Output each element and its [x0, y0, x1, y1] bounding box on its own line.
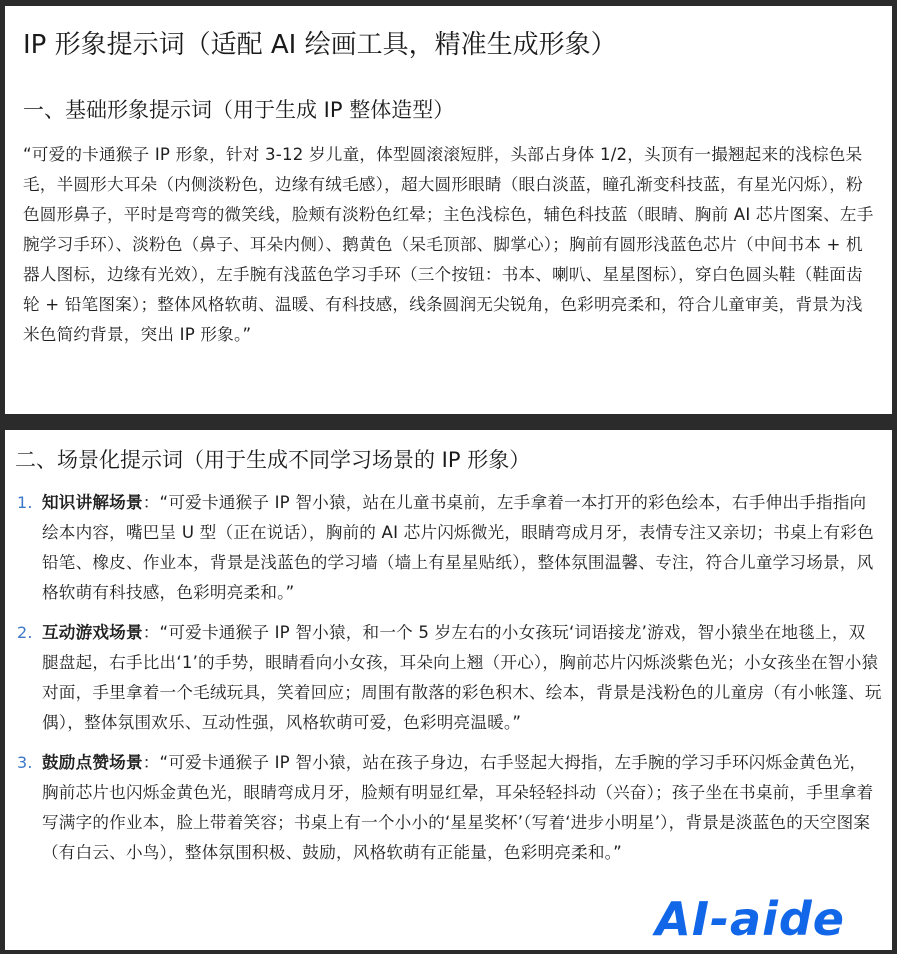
section2-heading: 二、场景化提示词（用于生成不同学习场景的 IP 形象）	[15, 448, 531, 472]
section1-heading: 一、基础形象提示词（用于生成 IP 整体造型）	[23, 98, 455, 122]
list-number: 3.	[17, 753, 33, 772]
section1-prompt-text: “可爱的卡通猴子 IP 形象，针对 3-12 岁儿童，体型圆滚滚短胖，头部占身体 1/2，头顶有一撮翘起来的浅棕色呆毛，半圆形大耳朵（内侧淡粉色，边缘有绒毛感），超大圆形眼睛（眼白淡蓝，瞳孔渐变科技蓝，有星光闪烁），粉色圆形鼻子，平时是弯弯的微笑线，脸颊有淡粉色红晕；主色浅棕色，辅色科技蓝（眼睛、胸前 AI 芯片图案、左手腕学习手环）、淡粉色（鼻子、耳朵内侧）、鹅黄色（呆毛顶部、脚掌心）；胸前有圆形浅蓝色芯片（中间书本 + 机器人图标，边缘有光效），左手腕有浅蓝色学习手环（三个按钮：书本、喇叭、星星图标），穿白色圆头鞋（鞋面齿轮 + 铅笔图案）；整体风格软萌、温暖、有科技感，线条圆润无尖锐角，色彩明亮柔和，符合儿童审美，背景为浅米色简约背景，突出 IP 形象。”	[23, 145, 874, 344]
list-item	[15, 618, 882, 738]
scene-prompt-panel	[5, 430, 892, 950]
page-title: IP 形象提示词（适配 AI 绘画工具，精准生成形象）	[23, 30, 617, 60]
scene-label: 知识讲解场景	[42, 493, 143, 512]
scene-list	[15, 488, 882, 868]
list-item	[15, 748, 882, 868]
scene-text: ：“可爱卡通猴子 IP 智小猿，和一个 5 岁左右的小女孩玩‘词语接龙’游戏，智小猿坐在地毯上，双腿盘起，右手比出‘1’的手势，眼睛看向小女孩，耳朵向上翘（开心），胸前芯片闪烁淡紫色光；小女孩坐在智小猿对面，手里拿着一个毛绒玩具，笑着回应；周围有散落的彩色积木、绘本，背景是浅粉色的儿童房（有小帐篷、玩偶），整体氛围欢乐、互动性强，风格软萌可爱，色彩明亮温暖。”	[42, 623, 882, 732]
scene-text: ：“可爱卡通猴子 IP 智小猿，站在孩子身边，右手竖起大拇指，左手腕的学习手环闪烁金黄色光，胸前芯片也闪烁金黄色光，眼睛弯成月牙，脸颊有明显红晕，耳朵轻轻抖动（兴奋）；孩子坐在书桌前，手里拿着写满字的作业本，脸上带着笑容；书桌上有一个小小的‘星星奖杯’（写着‘进步小明星’），背景是淡蓝色的天空图案（有白云、小鸟），整体氛围积极、鼓励，风格软萌有正能量，色彩明亮柔和。”	[42, 753, 874, 862]
basic-prompt-panel	[5, 6, 892, 414]
list-number: 1.	[17, 493, 33, 512]
scene-label: 互动游戏场景	[42, 623, 143, 642]
watermark-logo: AI-aide	[655, 892, 845, 946]
scene-label: 鼓励点赞场景	[42, 753, 143, 772]
list-item	[15, 488, 882, 608]
scene-text: ：“可爱卡通猴子 IP 智小猿，站在儿童书桌前，左手拿着一本打开的彩色绘本，右手伸出手指指向绘本内容，嘴巴呈 U 型（正在说话），胸前的 AI 芯片闪烁微光，眼睛弯成月牙，表情专注又亲切；书桌上有彩色铅笔、橡皮、作业本，背景是浅蓝色的学习墙（墙上有星星贴纸），整体氛围温馨、专注，符合儿童学习场景，风格软萌有科技感，色彩明亮柔和。”	[42, 493, 874, 602]
list-number: 2.	[17, 623, 33, 642]
